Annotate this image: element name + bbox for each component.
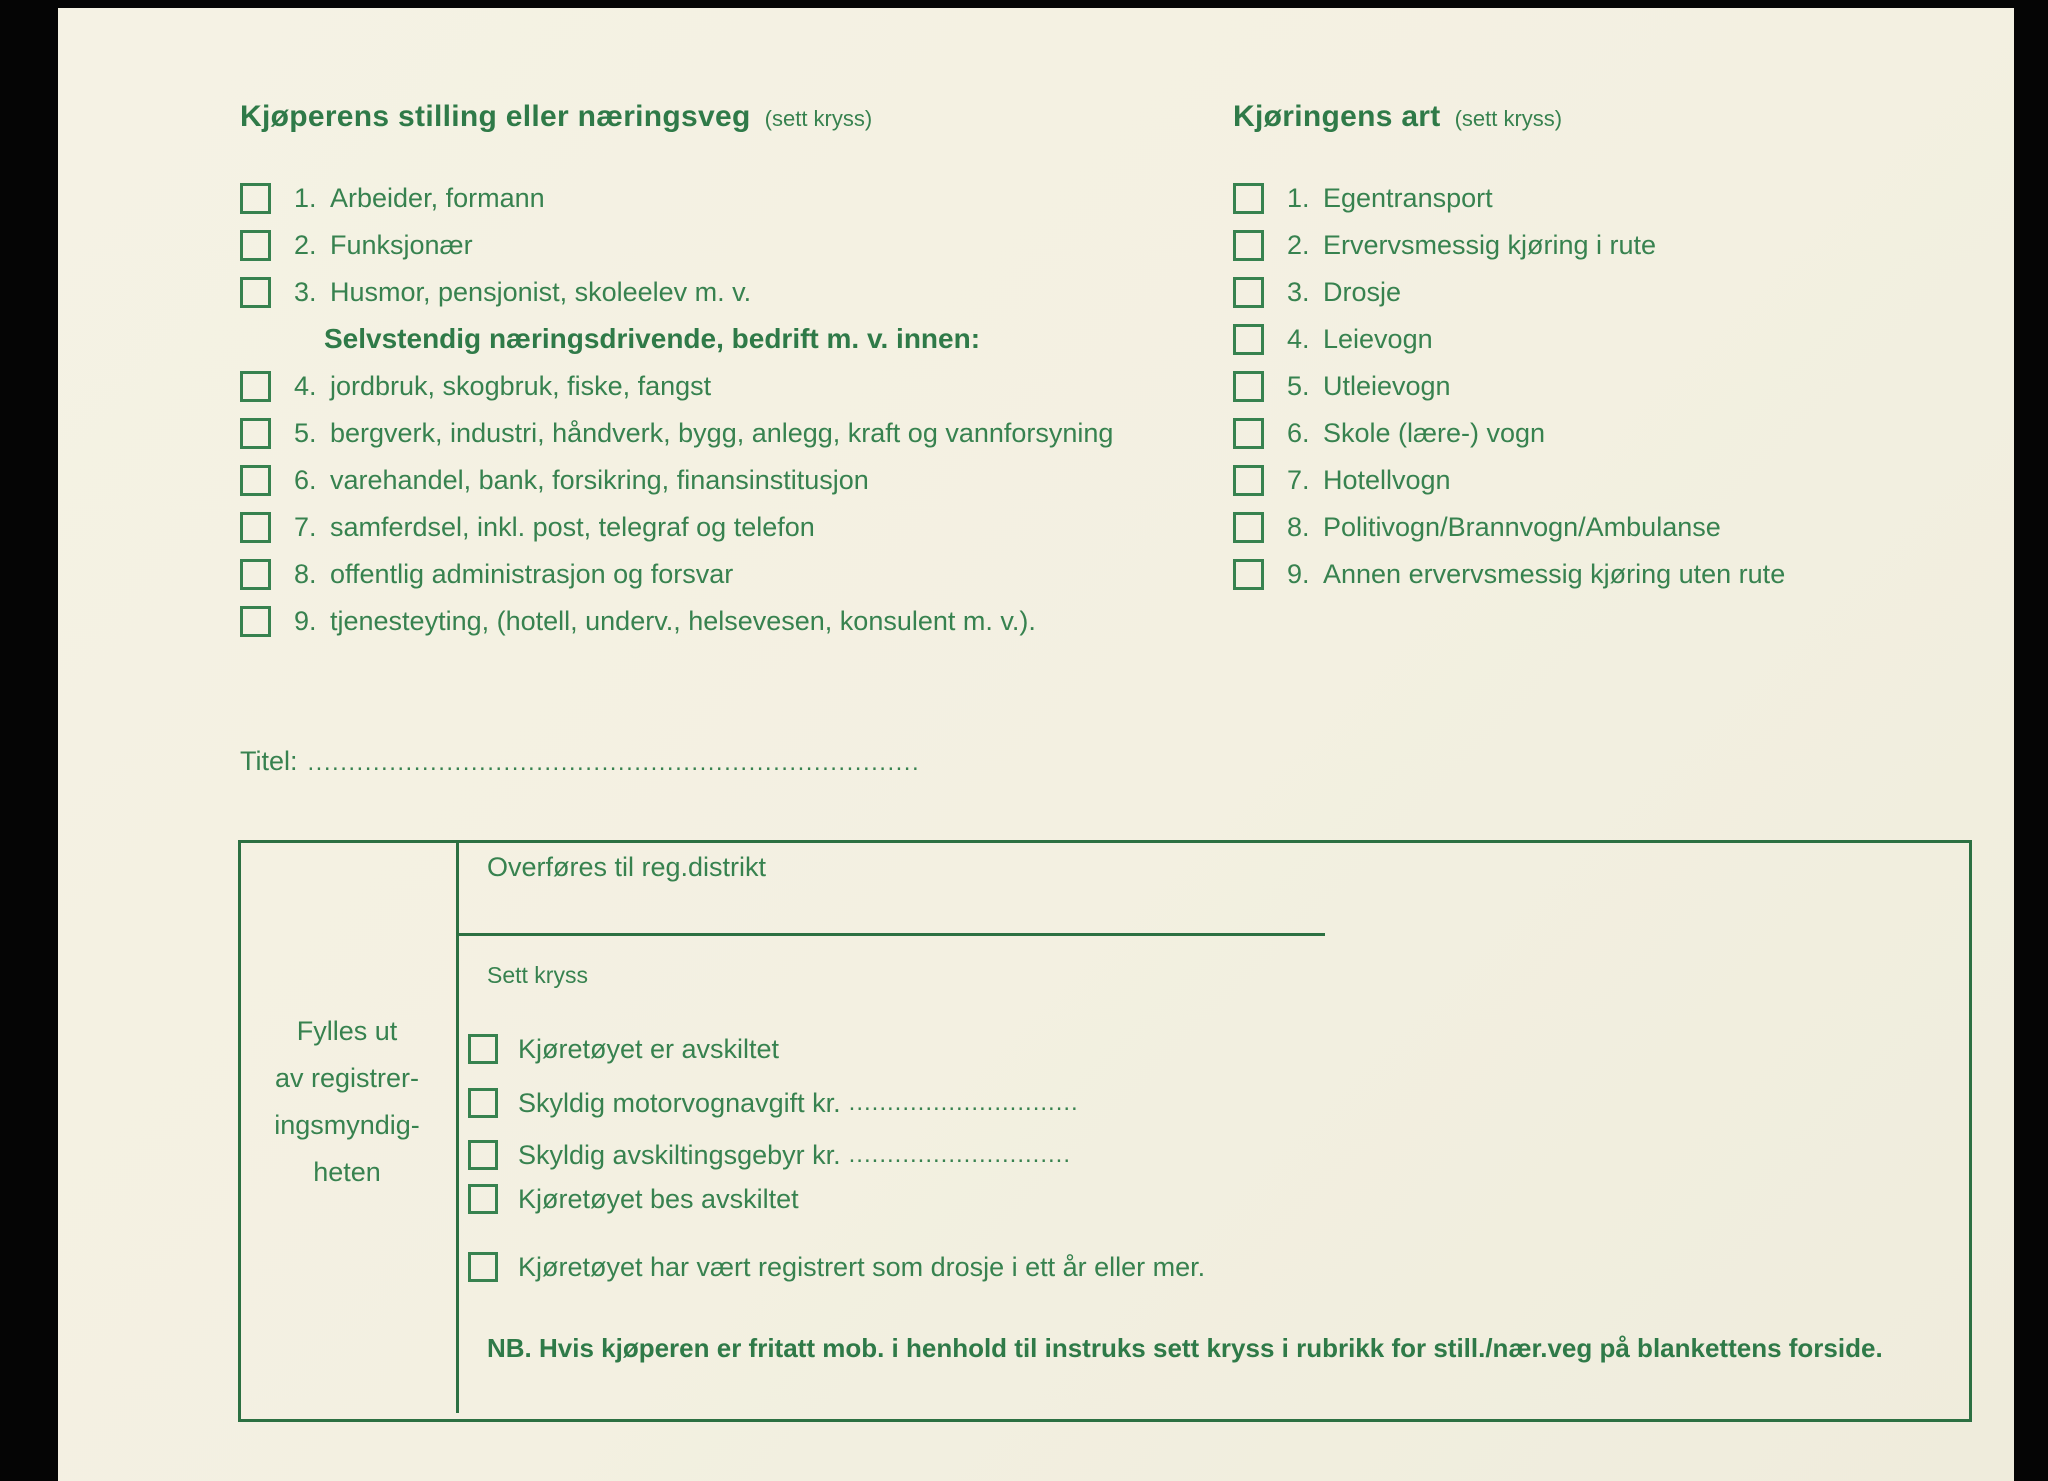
titel-field[interactable]: ........................................................................... xyxy=(307,749,921,776)
driving-type-section-header xyxy=(1233,100,1562,142)
checkbox-occupation-5[interactable] xyxy=(240,418,271,449)
nb-note: NB. Hvis kjøperen er fritatt mob. i henhold til instruks sett kryss i rubrikk for still./nær.veg på blankettens forside. xyxy=(487,1333,1883,1363)
occupation-hint: (sett kryss) xyxy=(764,106,873,131)
item-label: Skole (lære-) vogn xyxy=(1323,417,1546,448)
box-check-item-3 xyxy=(468,1137,1071,1173)
checkbox-driving-5[interactable] xyxy=(1233,371,1264,402)
item-label: tjenesteyting, (hotell, underv., helsevesen, konsulent m. v.). xyxy=(330,605,1036,636)
checkbox-occupation-3[interactable] xyxy=(240,277,271,308)
item-label: Drosje xyxy=(1323,276,1402,307)
item-number: 1. xyxy=(294,182,317,213)
authority-box-left-label xyxy=(238,1008,456,1196)
checkbox-occupation-6[interactable] xyxy=(240,465,271,496)
occupation-item-3 xyxy=(240,273,751,311)
item-number: 2. xyxy=(294,229,317,260)
owed-deplating-fee-amount-field[interactable]: ............................. xyxy=(848,1141,1072,1168)
item-label: Husmor, pensjonist, skoleelev m. v. xyxy=(330,276,752,307)
item-label: Annen ervervsmessig kjøring uten rute xyxy=(1323,558,1786,589)
checkbox-vehicle-deplated[interactable] xyxy=(468,1034,498,1064)
item-label: samferdsel, inkl. post, telegraf og telefon xyxy=(330,511,815,542)
owed-vehicle-tax-amount-field[interactable]: .............................. xyxy=(848,1089,1079,1116)
item-number: 5. xyxy=(1287,370,1310,401)
checkbox-driving-3[interactable] xyxy=(1233,277,1264,308)
check-item-label: Skyldig avskiltingsgebyr kr. xyxy=(518,1139,841,1170)
transfer-district-field-line[interactable] xyxy=(459,933,1325,936)
check-item-label: Kjøretøyet har vært registrert som drosje i ett år eller mer. xyxy=(518,1251,1206,1282)
checkbox-driving-1[interactable] xyxy=(1233,183,1264,214)
item-label: varehandel, bank, forsikring, finansinstitusjon xyxy=(330,464,869,495)
driving-type-hint: (sett kryss) xyxy=(1454,106,1563,131)
titel-row xyxy=(240,746,920,782)
box-check-item-1 xyxy=(468,1031,779,1067)
transfer-district-label: Overføres til reg.distrikt xyxy=(487,852,767,882)
box-check-item-2 xyxy=(468,1085,1079,1121)
item-number: 7. xyxy=(294,511,317,542)
checkbox-occupation-1[interactable] xyxy=(240,183,271,214)
item-number: 7. xyxy=(1287,464,1310,495)
driving-item-7 xyxy=(1233,461,1451,499)
driving-item-9 xyxy=(1233,555,1785,593)
checkbox-driving-8[interactable] xyxy=(1233,512,1264,543)
occupation-section-header xyxy=(240,100,872,142)
checkbox-owed-vehicle-tax[interactable] xyxy=(468,1088,498,1118)
checkbox-occupation-8[interactable] xyxy=(240,559,271,590)
driving-item-2 xyxy=(1233,226,1656,264)
occupation-item-9 xyxy=(240,602,1036,640)
left-label-line-4: heten xyxy=(313,1157,381,1187)
item-label: jordbruk, skogbruk, fiske, fangst xyxy=(330,370,712,401)
check-item-label: Kjøretøyet bes avskiltet xyxy=(518,1183,799,1214)
item-number: 3. xyxy=(294,276,317,307)
item-label: offentlig administrasjon og forsvar xyxy=(330,558,734,589)
checkbox-occupation-4[interactable] xyxy=(240,371,271,402)
box-check-item-5 xyxy=(468,1249,1205,1285)
check-item-label: Skyldig motorvognavgift kr. xyxy=(518,1087,841,1118)
driving-item-5 xyxy=(1233,367,1451,405)
item-number: 3. xyxy=(1287,276,1310,307)
check-item-label: Kjøretøyet er avskiltet xyxy=(518,1033,780,1064)
item-label: Funksjonær xyxy=(330,229,473,260)
driving-item-1 xyxy=(1233,179,1493,217)
driving-item-4 xyxy=(1233,320,1433,358)
left-label-line-3: ingsmyndig- xyxy=(274,1110,420,1140)
item-label: Arbeider, formann xyxy=(330,182,545,213)
driving-item-6 xyxy=(1233,414,1545,452)
item-number: 6. xyxy=(1287,417,1310,448)
item-number: 8. xyxy=(294,558,317,589)
item-number: 9. xyxy=(294,605,317,636)
checkbox-occupation-7[interactable] xyxy=(240,512,271,543)
occupation-item-1 xyxy=(240,179,545,217)
item-number: 1. xyxy=(1287,182,1310,213)
item-number: 4. xyxy=(1287,323,1310,354)
checkbox-driving-9[interactable] xyxy=(1233,559,1264,590)
occupation-item-7 xyxy=(240,508,815,546)
checkbox-owed-deplating-fee[interactable] xyxy=(468,1140,498,1170)
item-number: 5. xyxy=(294,417,317,448)
driving-item-8 xyxy=(1233,508,1721,546)
item-number: 6. xyxy=(294,464,317,495)
item-label: Egentransport xyxy=(1323,182,1493,213)
checkbox-driving-7[interactable] xyxy=(1233,465,1264,496)
checkbox-driving-2[interactable] xyxy=(1233,230,1264,261)
checkbox-driving-6[interactable] xyxy=(1233,418,1264,449)
item-number: 4. xyxy=(294,370,317,401)
checkbox-registered-as-taxi[interactable] xyxy=(468,1252,498,1282)
item-number: 2. xyxy=(1287,229,1310,260)
left-label-line-2: av registrer- xyxy=(274,1063,420,1093)
sett-kryss-label: Sett kryss xyxy=(487,962,588,988)
left-label-line-1: Fylles ut xyxy=(296,1016,398,1046)
occupation-item-2 xyxy=(240,226,473,264)
checkbox-occupation-2[interactable] xyxy=(240,230,271,261)
titel-label: Titel: xyxy=(240,746,298,776)
checkbox-driving-4[interactable] xyxy=(1233,324,1264,355)
item-number: 8. xyxy=(1287,511,1310,542)
item-label: Hotellvogn xyxy=(1323,464,1451,495)
occupation-item-8 xyxy=(240,555,733,593)
checkbox-vehicle-requested-deplated[interactable] xyxy=(468,1184,498,1214)
item-label: Politivogn/Brannvogn/Ambulanse xyxy=(1323,511,1721,542)
box-check-item-4 xyxy=(468,1181,799,1217)
item-number: 9. xyxy=(1287,558,1310,589)
driving-type-title: Kjøringens art xyxy=(1233,100,1441,133)
occupation-item-5 xyxy=(240,414,1113,452)
item-label: Utleievogn xyxy=(1323,370,1451,401)
item-label: Leievogn xyxy=(1323,323,1433,354)
item-label: Ervervsmessig kjøring i rute xyxy=(1323,229,1657,260)
driving-item-3 xyxy=(1233,273,1401,311)
authority-box-divider xyxy=(456,843,459,1413)
occupation-item-6 xyxy=(240,461,869,499)
occupation-title: Kjøperens stilling eller næringsveg xyxy=(240,100,751,133)
item-label: bergverk, industri, håndverk, bygg, anlegg, kraft og vannforsyning xyxy=(330,417,1114,448)
checkbox-occupation-9[interactable] xyxy=(240,606,271,637)
occupation-subheading: Selvstendig næringsdrivende, bedrift m. v. innen: xyxy=(324,323,981,354)
occupation-item-4 xyxy=(240,367,711,405)
